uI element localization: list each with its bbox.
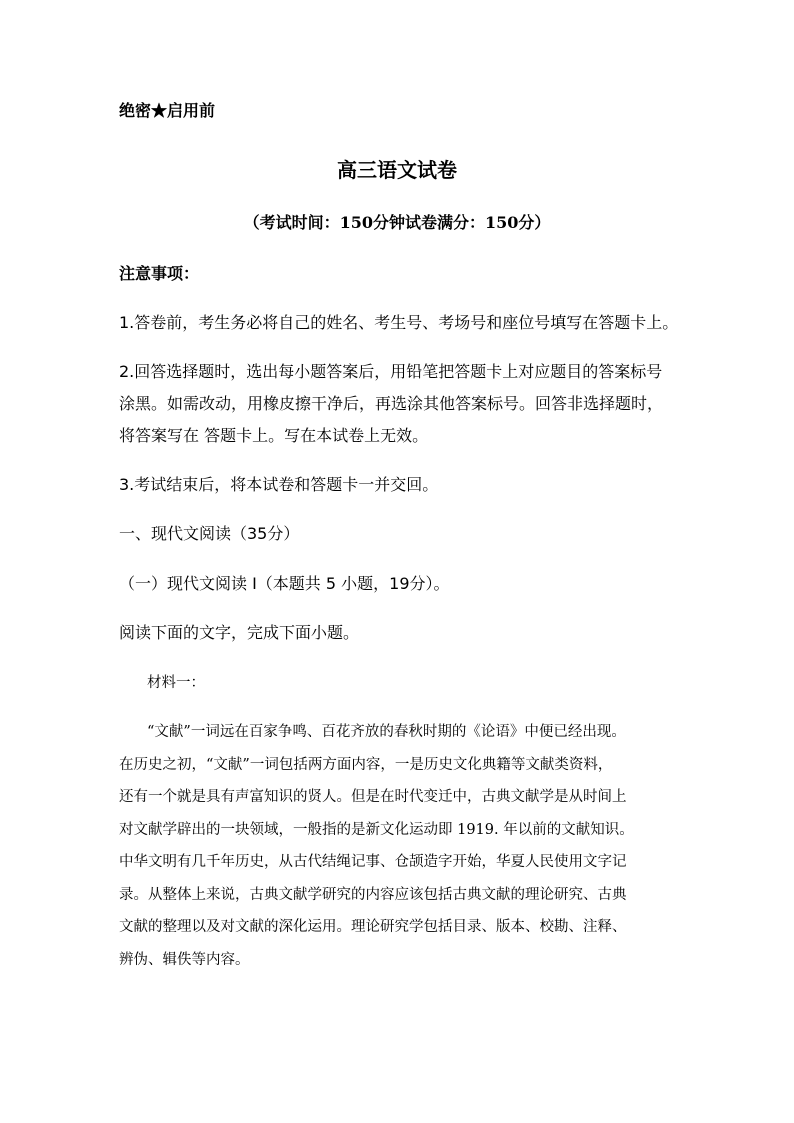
material-line-6: 录。从整体上来说，古典文献学研究的内容应该包括古典文献的理论研究、古典 xyxy=(119,887,627,903)
material-label: 材料一： xyxy=(147,675,205,691)
exam-subtitle: （考试时间：150分钟试卷满分：150分） xyxy=(243,213,551,232)
material-line-7: 文献的整理以及对文献的深化运用。理论研究学包括目录、版本、校勘、注释、 xyxy=(119,919,627,935)
material-line-1: “文献”一词远在百家争鸣、百花齐放的春秋时期的《论语》中便已经出现。 xyxy=(147,724,626,740)
notice-item-2-line-2: 涂黑。如需改动，用橡皮擦干净后，再选涂其他答案标号。回答非选择题时， xyxy=(119,394,664,413)
material-line-8: 辨伪、辑佚等内容。 xyxy=(119,952,250,968)
notice-item-3: 3.考试结束后，将本试卷和答题卡一并交回。 xyxy=(119,475,439,494)
section-1-subheading: （一）现代文阅读 I（本题共 5 小题，19分）。 xyxy=(119,574,450,593)
confidential-label: 绝密★启用前 xyxy=(119,101,216,120)
section-1-heading: 一、现代文阅读（35分） xyxy=(119,524,300,543)
reading-instruction: 阅读下面的文字，完成下面小题。 xyxy=(119,623,360,642)
notice-item-1: 1.答卷前，考生务必将自己的姓名、考生号、考场号和座位号填写在答题卡上。 xyxy=(119,313,679,332)
notice-item-2-line-3: 将答案写在 答题卡上。写在本试卷上无效。 xyxy=(119,426,429,445)
material-line-3: 还有一个就是具有声富知识的贤人。但是在时代变迁中，古典文献学是从时间上 xyxy=(119,789,627,805)
material-line-2: 在历史之初，“文献”一词包括两方面内容，一是历史文化典籍等文献类资料， xyxy=(119,757,613,773)
material-line-4: 对文献学辟出的一块领域，一般指的是新文化运动即 1919. 年以前的文献知识。 xyxy=(119,822,634,838)
exam-title: 高三语文试卷 xyxy=(337,158,457,182)
material-line-5: 中华文明有几千年历史，从古代结绳记事、仓颉造字开始，华夏人民使用文字记 xyxy=(119,854,627,870)
notice-item-2-line-1: 2.回答选择题时，选出每小题答案后，用铅笔把答题卡上对应题目的答案标号 xyxy=(119,362,663,381)
notice-heading: 注意事项： xyxy=(119,264,200,283)
